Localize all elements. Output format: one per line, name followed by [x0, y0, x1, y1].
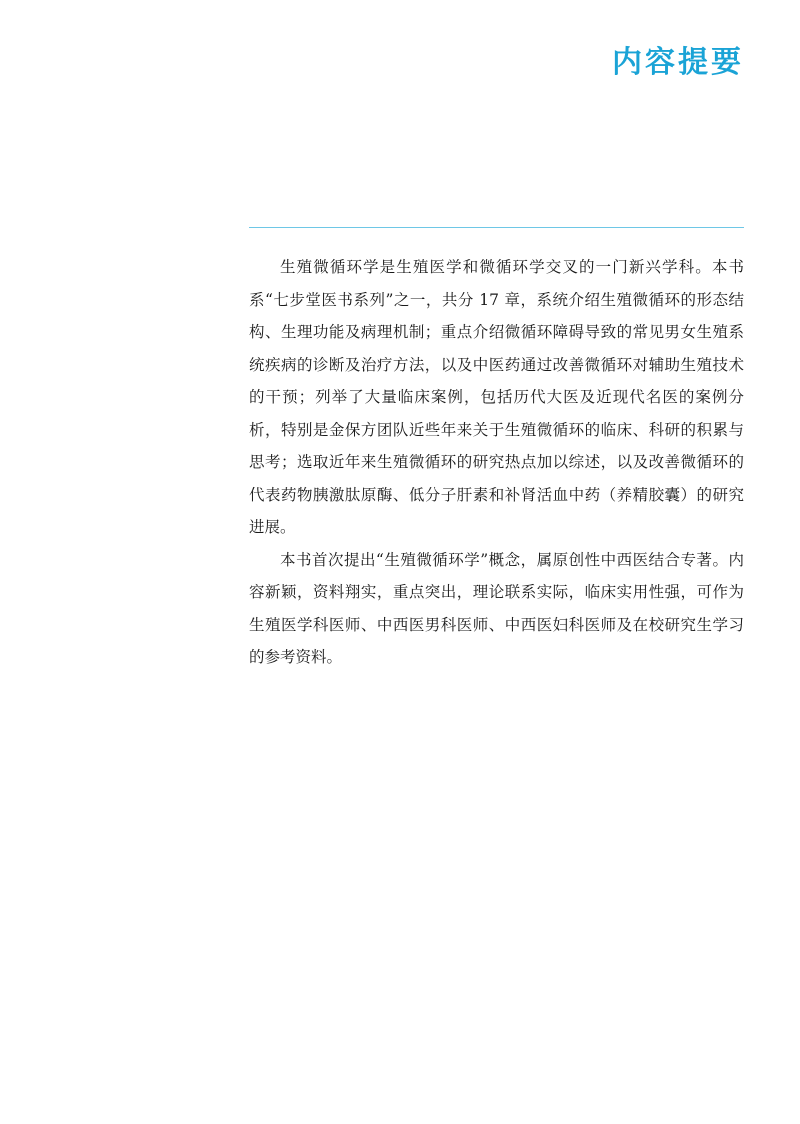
summary-body — [249, 251, 744, 674]
summary-paragraph-2: 本书首次提出“生殖微循环学”概念，属原创性中西医结合专著。内容新颖，资料翔实，重点突出，理论联系实际，临床实用性强，可作为生殖医学科医师、中西医男科医师、中西医妇科医师及在校研究生学习的参考资料。 — [249, 550, 744, 666]
summary-paragraph-1: 生殖微循环学是生殖医学和微循环学交叉的一门新兴学科。本书系“七步堂医书系列”之一，共分 17 章，系统介绍生殖微循环的形态结构、生理功能及病理机制；重点介绍微循环障碍导致的常见男女生殖系统疾病的诊断及治疗方法，以及中医药通过改善微循环对辅助生殖技术的干预；列举了大量临床案例，包括历代大医及近现代名医的案例分析，特别是金保方团队近些年来关于生殖微循环的临床、科研的积累与思考；选取近年来生殖微循环的研究热点加以综述，以及改善微循环的代表药物胰激肽原酶、低分子肝素和补肾活血中药（养精胶囊）的研究进展。 — [249, 258, 744, 536]
page-title: 内容提要 — [612, 45, 744, 80]
title-divider — [249, 227, 744, 228]
